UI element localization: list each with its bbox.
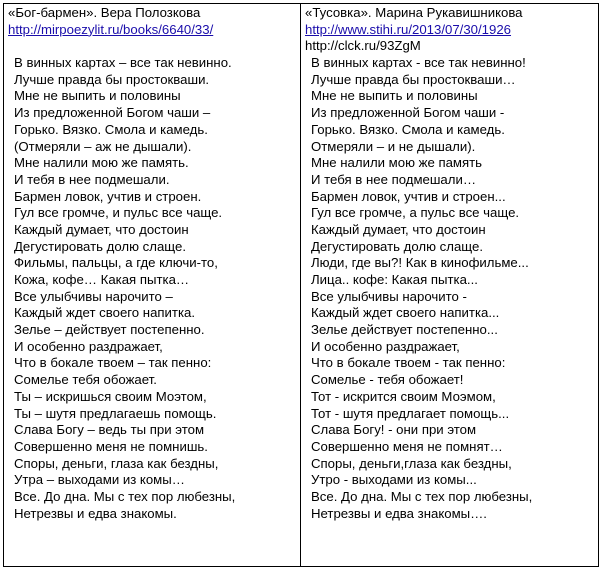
poem-line: Споры, деньги,глаза как бездны, — [311, 455, 512, 471]
right-short-link: http://clck.ru/93ZgM — [305, 38, 421, 54]
left-poem-header: «Бог-бармен». Вера Полозкова — [8, 5, 201, 20]
poem-line: Утро - выходами из комы... — [311, 472, 477, 488]
left-source-link[interactable]: http://mirpoezylit.ru/books/6640/33/ — [8, 21, 214, 37]
poem-line: Тот - шутя предлагает помощь... — [311, 405, 510, 421]
poem-line: Лица.. кофе: Какая пытка... — [311, 272, 478, 287]
poem-line: Все. До дна. Мы с тех пор любезны, — [311, 488, 533, 504]
right-column-cell — [301, 4, 599, 567]
left-poem-text — [8, 55, 300, 522]
poem-line: Совершенно меня не помнишь. — [14, 438, 208, 454]
poem-line: Нетрезвы и едва знакомы. — [14, 505, 177, 521]
poem-line: Мне не выпить и половины — [14, 88, 181, 104]
poem-line: Споры, деньги, глаза как бездны, — [14, 455, 219, 471]
poem-line: Ты – искришься своим Моэтом, — [14, 388, 207, 404]
poem-line: Из предложенной Богом чаши - — [311, 105, 505, 121]
poem-line: Лучше правда бы простокваши. — [14, 71, 210, 87]
poem-line: Ты – шутя предлагаешь помощь. — [14, 405, 217, 421]
poem-line: Что в бокале твоем - так пенно: — [311, 355, 506, 371]
poem-line: Мне не выпить и половины — [311, 88, 478, 104]
poem-line: Бармен ловок, учтив и строен... — [311, 188, 506, 204]
poem-line: Все улыбчивы нарочито – — [14, 288, 173, 304]
poem-line: Мне налили мою же память. — [14, 155, 189, 171]
poem-line: Из предложенной Богом чаши – — [14, 105, 211, 121]
poem-line: Совершенно меня не помнят… — [311, 438, 503, 454]
left-column-cell — [4, 4, 301, 567]
poem-line: Гул все громче, а пульс все чаще. — [311, 205, 520, 221]
poem-line: Утра – выходами из комы… — [14, 472, 185, 488]
poem-line: Сомелье тебя обожает. — [14, 372, 157, 388]
comparison-table — [3, 3, 599, 567]
left-column-content — [4, 4, 300, 522]
poem-line: И тебя в нее подмешали… — [311, 171, 477, 187]
poem-line: Каждый ждет своего напитка... — [311, 305, 500, 321]
poem-line: Что в бокале твоем – так пенно: — [14, 355, 212, 371]
poem-line: Каждый ждет своего напитка. — [14, 305, 196, 321]
poem-line: Отмеряли – и не дышали). — [311, 138, 476, 154]
poem-line: И особенно раздражает, — [14, 338, 163, 354]
poem-line: Каждый думает, что достоин — [311, 221, 486, 237]
poem-line: И тебя в нее подмешали. — [14, 171, 170, 187]
poem-line: В винных картах – все так невинно. — [14, 55, 232, 71]
poem-line: Фильмы, пальцы, а где ключи-то, — [14, 255, 218, 271]
right-source-link[interactable]: http://www.stihi.ru/2013/07/30/1926 — [305, 21, 512, 37]
poem-line: Слава Богу! - они при этом — [311, 422, 477, 438]
poem-line: Тот - искрится своим Моэмом, — [311, 388, 496, 404]
poem-line: Зелье – действует постепенно. — [14, 322, 205, 338]
poem-line: Гул все громче, и пульс все чаще. — [14, 205, 223, 221]
poem-line: И особенно раздражает, — [311, 338, 460, 354]
poem-line: Лучше правда бы простокваши… — [311, 71, 516, 87]
poem-line: Кожа, кофе… Какая пытка… — [14, 272, 190, 287]
poem-line: Все улыбчивы нарочито - — [311, 288, 467, 304]
poem-line: Зелье действует постепенно... — [311, 322, 498, 338]
poem-line: Горько. Вязко. Смола и камедь. — [14, 121, 208, 137]
poem-line: Люди, где вы?! Как в кинофильме... — [311, 255, 529, 271]
poem-line: Горько. Вязко. Смола и камедь. — [311, 121, 505, 137]
poem-line: В винных картах - все так невинно! — [311, 55, 526, 71]
poem-line: Дегустировать долю слаще. — [311, 238, 483, 254]
right-poem-header: «Тусовка». Марина Рукавишникова — [305, 5, 523, 20]
right-poem-text — [305, 55, 598, 522]
poem-line: Нетрезвы и едва знакомы…. — [311, 505, 487, 521]
table-row — [4, 4, 599, 567]
poem-line: Бармен ловок, учтив и строен. — [14, 188, 202, 204]
right-column-content — [301, 4, 598, 522]
poem-line: Дегустировать долю слаще. — [14, 238, 186, 254]
poem-line: Все. До дна. Мы с тех пор любезны, — [14, 488, 236, 504]
poem-line: Мне налили мою же память — [311, 155, 483, 171]
poem-line: Слава Богу – ведь ты при этом — [14, 422, 205, 438]
poem-line: (Отмеряли – аж не дышали). — [14, 138, 192, 154]
poem-line: Каждый думает, что достоин — [14, 221, 189, 237]
left-spacer — [8, 38, 300, 55]
poem-line: Сомелье - тебя обожает! — [311, 372, 464, 388]
